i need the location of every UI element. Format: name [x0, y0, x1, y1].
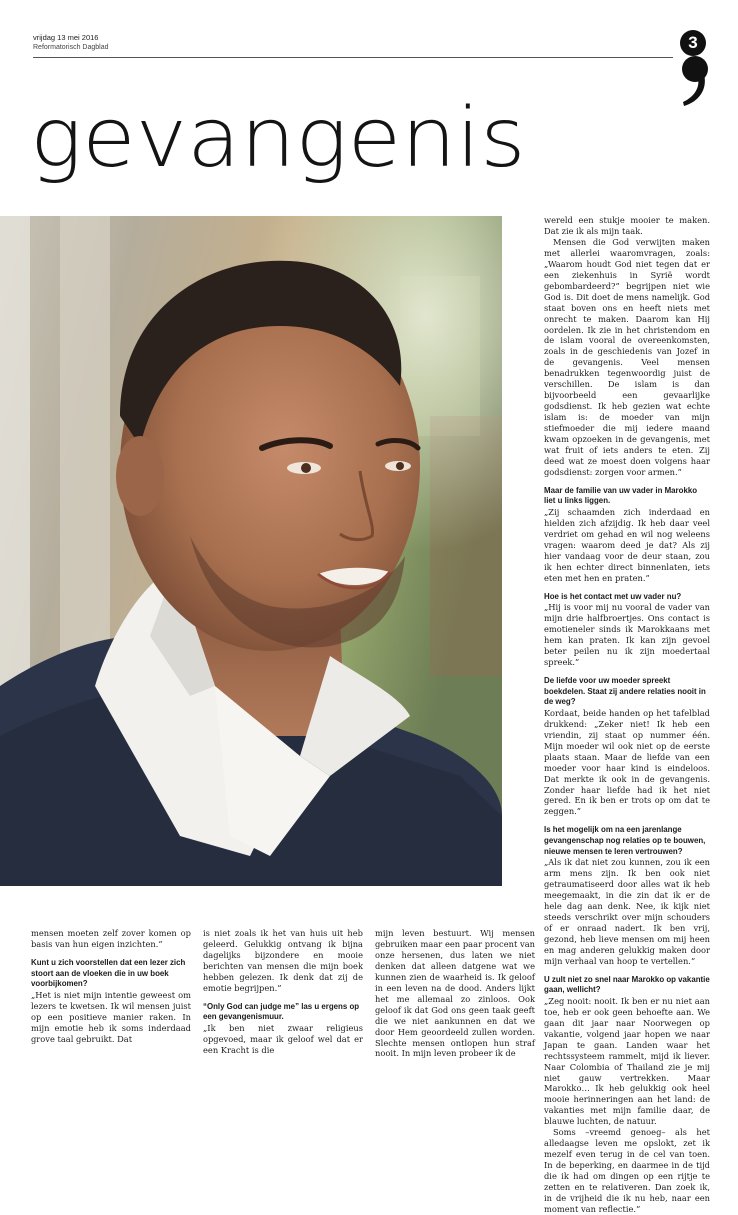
- article-column-right: [544, 215, 710, 1215]
- paragraph: „Ik ben niet zwaar religieus opgevoed, maar ik geloof wel dat er een Kracht is die: [203, 1022, 363, 1055]
- interview-question: “Only God can judge me” las u ergens op een gevangenismuur.: [203, 1001, 360, 1022]
- paragraph: mijn leven bestuurt. Wij mensen gebruiken maar een paar procent van onze hersenen, dus laten we niet denken dat alleen datgene wat we kunnen zien de waarheid is. Ik geloof in een leven na de dood. Anders lijkt het me allemaal zo zinloos. Ook geloof ik dat God ons geen taak geeft die we niet aankunnen en dat we door Hem geoordeeld zullen worden. Slechte mensen ontlopen hun straf nooit. In mijn leven probeer ik de: [375, 928, 535, 1059]
- paragraph: mensen moeten zelf zover komen op basis van hun eigen inzichten.”: [31, 928, 191, 949]
- interview-question: Kunt u zich voorstellen dat een lezer zich stoort aan de vloeken die in uw boek voorbijkomen?: [31, 957, 186, 989]
- paragraph: „Hij is voor mij nu vooral de vader van mijn drie halfbroertjes. Ons contact is emotieneler sinds ik Marokkaans met hem kan praten. Ik kan zijn gevoel beter peilen nu ik zijn moedertaal spreek.”: [544, 602, 710, 668]
- headline: gevangenis: [30, 91, 526, 186]
- paragraph: Mensen die God verwijten maken met allerlei waaromvragen, zoals: „Waarom houdt God niet tegen dat er een ziekenhuis in Syrië wordt gebombardeerd?” begrijpen niet wie God is. Dit doet de mens namelijk. God staat boven ons en heeft niets met onrecht te maken. Daarom kan Hij oordelen. Ik zie in het christendom en de islam vooral de overeenkomsten, zoals in de geschiedenis van Jozef in de gevangenis. Veel mensen benadrukken tegenwoordig juist de verschillen. De islam is dan bijvoorbeeld een gevaarlijke godsdienst. Ik heb gezien wat echte islam is: de moeder van mijn stiefmoeder die mij iedere maand kwam opzoeken in de gevangenis, met wat fruit of iets anders te eten. Zij deed wat ze moest doen volgens haar godsdienst: zorgen voor armen.”: [544, 236, 710, 477]
- article-column-bottom-1: [31, 928, 191, 1044]
- paragraph: Soms –vreemd genoeg– als het alledaagse leven me opslokt, zet ik mezelf even terug in de cel van toen. In de beperking, en daarmee in de tijd die ik had om dingen op een rijtje te zetten en te relativeren. Dan zoek ik, in de vrijheid die ik nu heb, naar een moment van reflectie.”: [544, 1127, 710, 1214]
- paragraph: Kordaat, beide handen op het tafelblad drukkend: „Zeker niet! Ik heb een vriendin, zij staat op nummer één. Mijn moeder wil ook niet op de eerste plaats staan. Maar de liefde van een moeder voor haar kind is eindeloos. Dat merkte ik ook in de gevangenis. Zonder haar liefde had ik het niet gered. En ik ben er trots op om dat te zeggen.”: [544, 707, 710, 817]
- newspaper-name: Reformatorisch Dagblad: [33, 44, 109, 51]
- interview-question: De liefde voor uw moeder spreekt boekdelen. Staat zij andere relaties nooit in de weg?: [544, 676, 706, 707]
- page-number-badge: 3: [680, 30, 706, 56]
- interview-question: U zult niet zo snel naar Marokko op vakantie gaan, wellicht?: [544, 974, 710, 995]
- article-column-bottom-3: [375, 928, 535, 1059]
- paragraph: „Zij schaamden zich inderdaad en hielden zich afzijdig. Ik heb daar veel verdriet om gehad en wil nog weleens vragen: waarom deed je dat? Als zij hier vandaag voor de deur staan, zou ik hen echter direct binnenlaten, iets eten met hen en praten.”: [544, 507, 710, 583]
- paragraph: wereld een stukje mooier te maken. Dat zie ik als mijn taak.: [544, 215, 710, 236]
- comma-icon: [678, 52, 712, 108]
- interview-question: Maar de familie van uw vader in Marokko liet u links liggen.: [544, 485, 698, 506]
- paragraph: „Zeg nooit: nooit. Ik ben er nu niet aan toe, heb er ook geen behoefte aan. We gaan dit jaar naar Noorwegen op vakantie, volgend jaar hopen we naar Japan te gaan. Landen waar het rechtssysteem rammelt, mijd ik liever. Naar Colombia of Thailand zie je mij niet gauw vertrekken. Maar Marokko… Ik heb gelukkig ook heel mooie herinneringen aan het land: de vakanties met mijn familie daar, de blauwe luchten, de natuur.: [544, 995, 710, 1127]
- header-divider: [33, 57, 673, 58]
- article-column-bottom-2: [203, 928, 363, 1056]
- issue-date: vrijdag 13 mei 2016: [33, 33, 99, 42]
- interview-question: Is het mogelijk om na een jarenlange gevangenschap nog relaties op te bouwen, nieuwe mensen te leren vertrouwen?: [544, 825, 706, 856]
- paragraph: is niet zoals ik het van huis uit heb geleerd. Gelukkig ontvang ik bijna dagelijks bijzondere en mooie berichten van mensen die mijn boek hebben gelezen. Ik denk dat zij de emotie begrijpen.”: [203, 928, 363, 993]
- portrait-photo: [0, 216, 502, 886]
- paragraph: „Het is niet mijn intentie geweest om lezers te kwetsen. Ik wil mensen juist op een positieve manier raken. In mijn emotie heb ik soms inderdaad grove taal gebruikt. Dat: [31, 989, 191, 1044]
- portrait-illustration: [0, 216, 502, 886]
- interview-question: Hoe is het contact met uw vader nu?: [544, 591, 682, 601]
- paragraph: „Als ik dat niet zou kunnen, zou ik een arm mens zijn. Ik ben ook niet getraumatiseerd door alles wat ik heb meegemaakt, in die zin dat ik er de hele dag aan denk. Nee, ik kijk niet steeds verschrikt over mijn schouders of er onraad nadert. Ik ben vrij, gezond, heb lieve mensen om mij heen en mag anderen gelukkig maken door mijn verhaal van hoop te vertellen.”: [544, 857, 710, 966]
